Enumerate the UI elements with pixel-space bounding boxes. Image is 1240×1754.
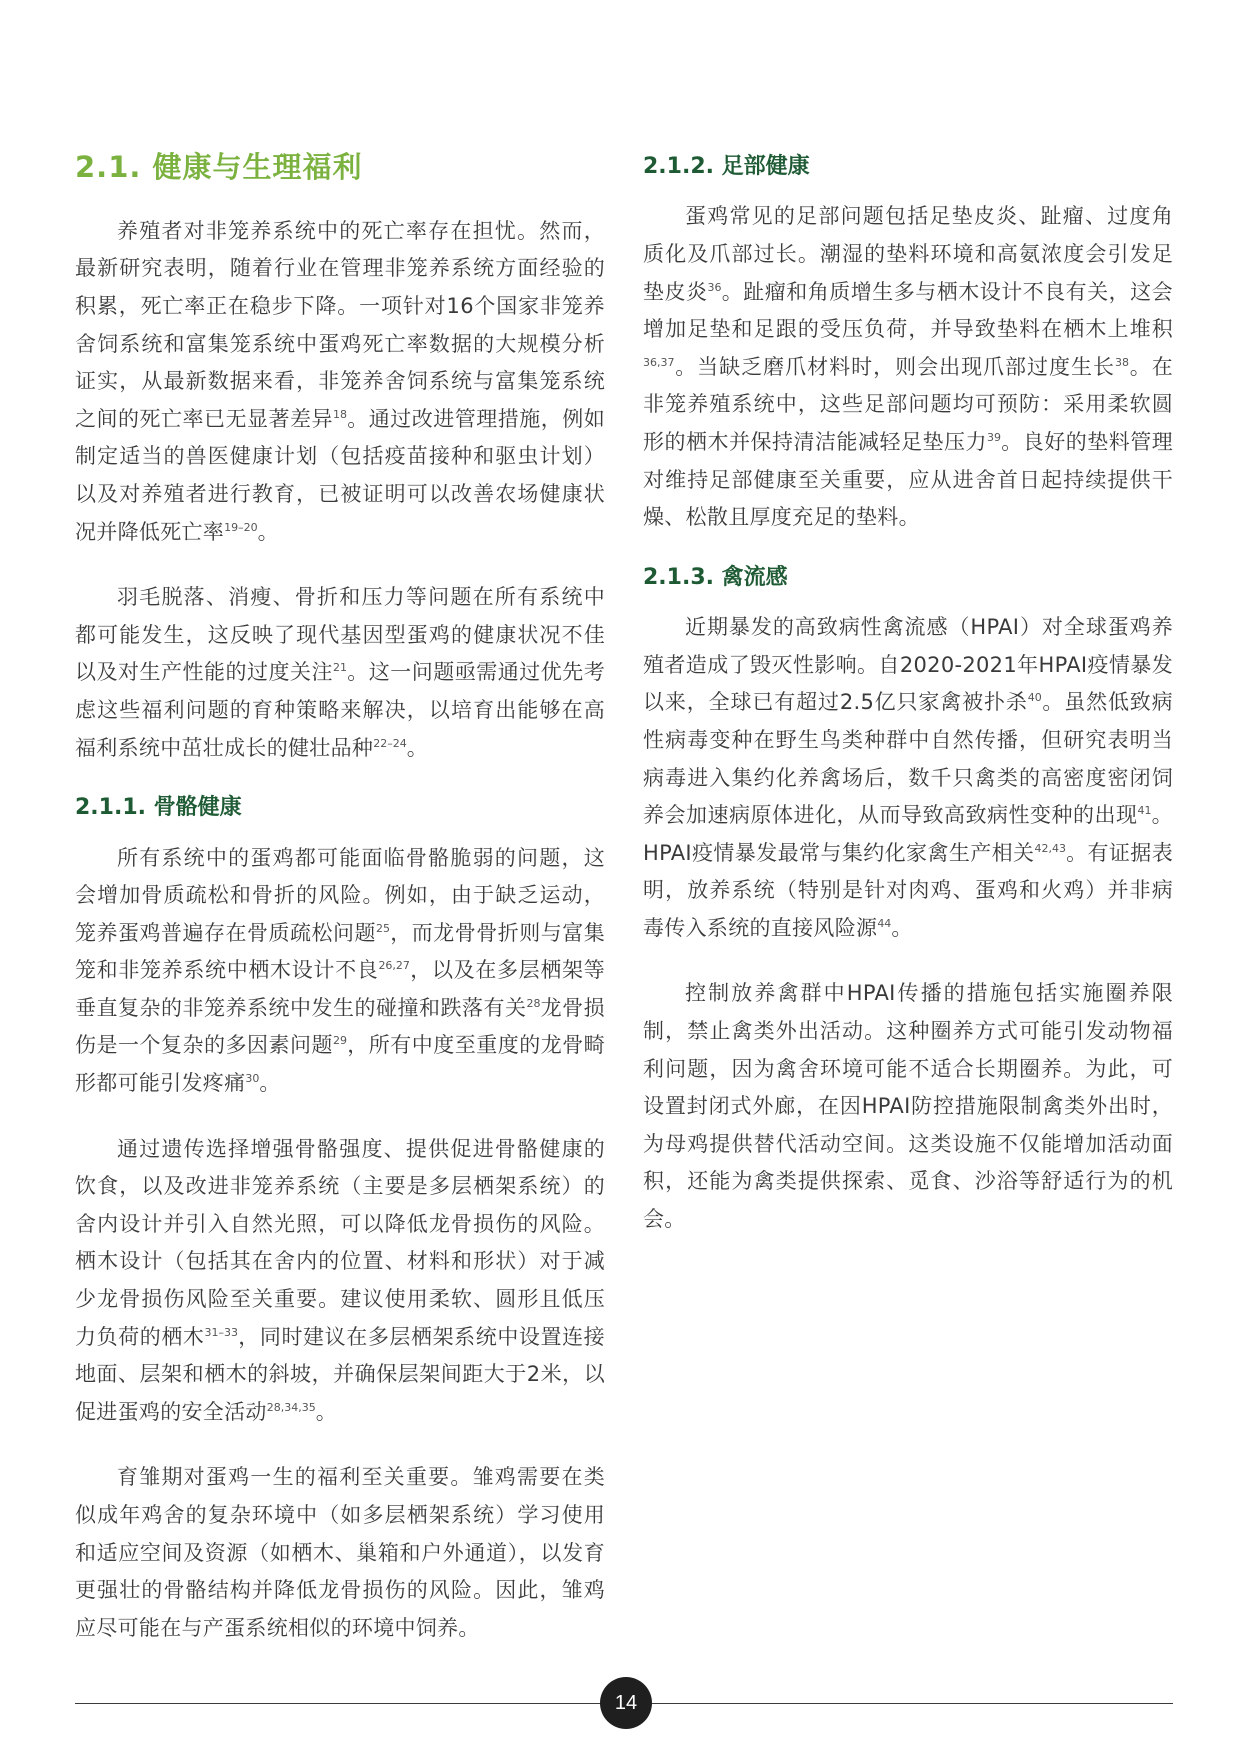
paragraph [643,198,1173,536]
text-run: 。在非笼养殖系统中，这些足部问题均可预防：采用柔软圆形的栖木并保持清洁能减轻足垫压力 [643,354,1173,454]
text-run: 。 [259,1071,281,1096]
text-run: 控制放养禽群中HPAI传播的措施包括实施圈养限制，禁止禽类外出活动。这种圈养方式可能引发动物福利问题，因为禽舍环境可能不适合长期圈养。为此，可设置封闭式外廊，在因HPAI防控措施限制禽类外出时，为母鸡提供替代活动空间。这类设施不仅能增加活动面积，还能为禽类提供探索、觅食、沙浴等舒适行为的机会。 [643,981,1173,1232]
citation-ref: 30 [245,1071,260,1085]
subsection-heading: 2.1.1. 骨骼健康 [75,795,242,821]
paragraph [75,840,605,1103]
paragraph [643,975,1173,1238]
text-run: 羽毛脱落、消瘦、骨折和压力等问题在所有系统中都可能发生，这反映了现代基因型蛋鸡的健康状况不佳以及对生产性能的过度关注 [75,585,605,685]
subsection-heading: 2.1.3. 禽流感 [643,564,788,590]
subsection-heading: 2.1.2. 足部健康 [643,154,810,179]
citation-ref: 40 [1027,691,1042,705]
text-run: 近期暴发的高致病性禽流感（HPAI）对全球蛋鸡养殖者造成了毁灭性影响。自2020-2021年HPAI疫情暴发以来，全球已有超过2.5亿只家禽被扑杀 [643,615,1173,715]
citation-ref: 29 [333,1034,347,1048]
text-run: 育雏期对蛋鸡一生的福利至关重要。雏鸡需要在类似成年鸡舍的复杂环境中（如多层栖架系统）学习使用和适应空间及资源（如栖木、巢箱和户外通道），以发育更强壮的骨骼结构并降低龙骨损伤的风险。因此，雏鸡应尽可能在与产蛋系统相似的环境中饲养。 [75,1465,605,1640]
text-run: 。HPAI疫情暴发最常与集约化家禽生产相关 [643,803,1173,865]
citation-ref: 41 [1137,803,1152,817]
citation-ref: 26,27 [378,959,410,973]
text-run: ，而龙骨骨折则与富集笼和非笼养系统中栖木设计不良 [75,920,605,983]
text-run: 。当缺乏磨爪材料时，则会出现爪部过度生长 [674,354,1116,379]
text-run: 蛋鸡常见的足部问题包括足垫皮炎、趾瘤、过度角质化及爪部过长。潮湿的垫料环境和高氨浓度会引发足垫皮炎 [643,204,1173,304]
text-run: 养殖者对非笼养系统中的死亡率存在担忧。然而，最新研究表明，随着行业在管理非笼养系统方面经验的积累，死亡率正在稳步下降。一项针对16个国家非笼养舍饲系统和富集笼系统中蛋鸡死亡率数据的大规模分析证实，从最新数据来看，非笼养舍饲系统与富集笼系统之间的死亡率已无显著差异 [75,218,605,431]
text-run: 。良好的垫料管理对维持足部健康至关重要，应从进舍首日起持续提供干燥、松散且厚度充足的垫料。 [643,429,1173,530]
citation-ref: 21 [333,661,347,675]
paragraph [75,1131,605,1432]
text-run: 通过遗传选择增强骨骼强度、提供促进骨骼健康的饮食，以及改进非笼养系统（主要是多层栖架系统）的舍内设计并引入自然光照，可以降低龙骨损伤的风险。栖木设计（包括其在舍内的位置、材料和形状）对于减少龙骨损伤风险至关重要。建议使用柔软、圆形且低压力负荷的栖木 [75,1136,605,1349]
text-run: 龙骨损伤是一个复杂的多因素问题 [75,995,605,1058]
citation-ref: 36,37 [643,355,675,369]
text-run: 。这一问题亟需通过优先考虑这些福利问题的育种策略来解决，以培育出能够在高福利系统中茁壮成长的健壮品种 [75,660,605,760]
right-column [643,142,1173,1267]
text-run: 。趾瘤和角质增生多与栖木设计不良有关，这会增加足垫和足跟的受压负荷，并导致垫料在栖木上堆积 [643,279,1173,342]
text-run: 。通过改进管理措施，例如制定适当的兽医健康计划（包括疫苗接种和驱虫计划）以及对养殖者进行教育，已被证明可以改善农场健康状况并降低死亡率 [75,406,605,544]
paragraph [75,1459,605,1647]
citation-ref: 38 [1115,355,1130,369]
text-run: 。 [406,735,429,760]
citation-ref: 36 [707,280,722,294]
left-column [75,142,605,1675]
citation-ref: 42,43 [1034,841,1066,855]
citation-ref: 25 [376,921,390,935]
citation-ref: 28,34,35 [266,1400,316,1414]
citation-ref: 44 [877,916,892,930]
citation-ref: 18 [333,407,347,421]
text-run: ，所有中度至重度的龙骨畸形都可能引发疼痛 [75,1033,605,1096]
paragraph [75,213,605,551]
citation-ref: 39 [987,430,1001,444]
section-heading: 2.1. 健康与生理福利 [75,150,363,184]
text-run: 。 [891,915,913,940]
paragraph [75,579,605,767]
text-run: 。虽然低致病性病毒变种在野生鸟类种群中自然传播，但研究表明当病毒进入集约化养禽场后，数千只禽类的高密度密闭饲养会加速病原体进化，从而导致高致病性变种的出现 [643,690,1173,828]
citation-ref: 22–24 [373,736,407,750]
citation-ref: 28 [526,996,541,1010]
paragraph [643,609,1173,947]
citation-ref: 19–20 [224,520,258,534]
page-number: 14 [600,1677,652,1729]
text-run: 所有系统中的蛋鸡都可能面临骨骼脆弱的问题，这会增加骨质疏松和骨折的风险。例如，由于缺乏运动，笼养蛋鸡普遍存在骨质疏松问题 [75,845,605,945]
text-run: ，以及在多层栖架等垂直复杂的非笼养系统中发生的碰撞和跌落有关 [75,958,605,1020]
text-run: 。 [257,519,279,544]
text-run: 。 [315,1399,337,1424]
text-run: ，同时建议在多层栖架系统中设置连接地面、层架和栖木的斜坡，并确保层架间距大于2米，以促进蛋鸡的安全活动 [75,1324,605,1424]
citation-ref: 31–33 [204,1325,239,1339]
text-run: 。有证据表明，放养系统（特别是针对肉鸡、蛋鸡和火鸡）并非病毒传入系统的直接风险源 [643,840,1173,940]
